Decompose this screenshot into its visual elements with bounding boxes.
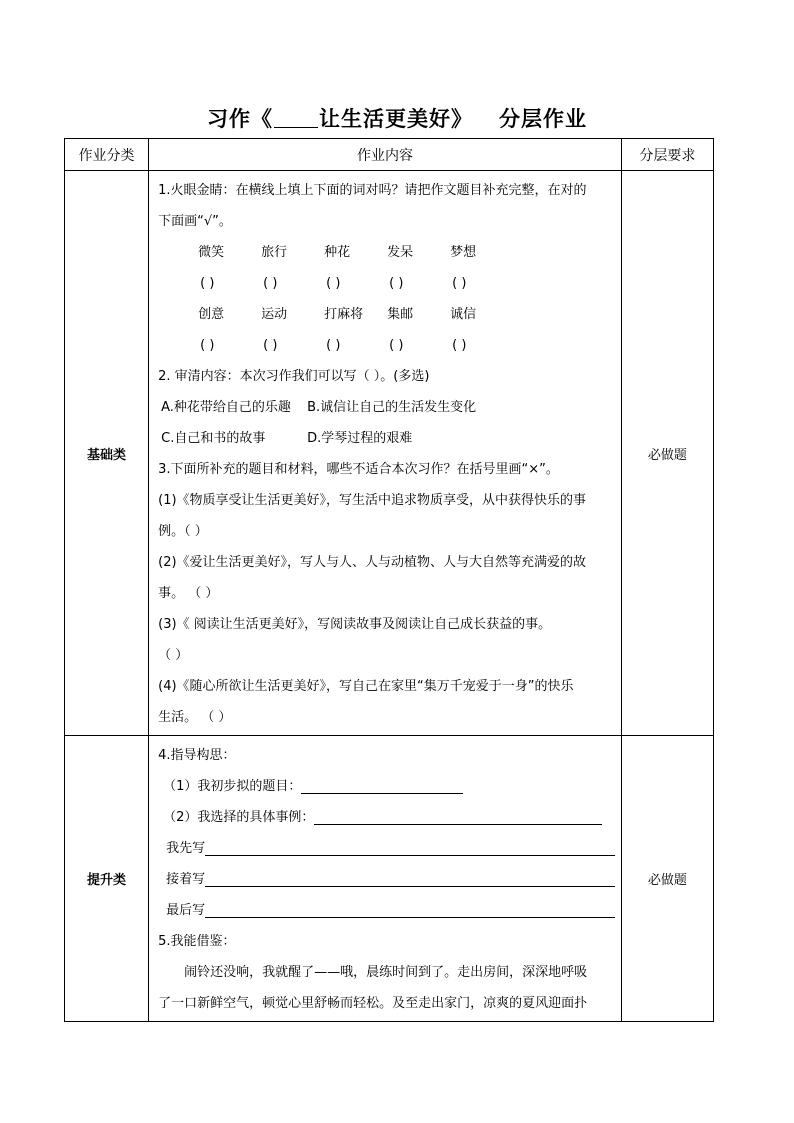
q4-title-line [158,771,615,802]
homework-table [64,138,714,1022]
q3-item-2a: (2)《爱让生活更美好》，写人与人、人与动植物、人与大自然等充满爱的故 [158,555,587,570]
answer-paren[interactable]: ( ) [326,276,341,291]
last-answer-line[interactable] [205,899,615,918]
next-label: 接着写 [166,872,206,887]
answer-paren[interactable]: ( ) [452,276,467,291]
q1-line2: 下面画“√”。 [158,214,232,229]
content-basic [149,171,622,736]
q3-text: 3.下面所补充的题目和材料，哪些不适合本次习作？在括号里画“×”。 [158,462,559,477]
header-requirement: 分层要求 [621,139,713,171]
q3-item-4a: (4)《随心所欲让生活更美好》，写自己在家里“集万千宠爱于一身”的快乐 [158,679,574,694]
word-item: 诚信 [450,307,477,322]
sample-paragraph-line-2: 了一口新鲜空气，顿觉心里舒畅而轻松。及至走出家门，凉爽的夏风迎面扑 [158,996,588,1011]
title-layer: 分层作业 [499,107,587,131]
word-item: 创意 [198,307,225,322]
requirement-basic: 必做题 [621,171,713,736]
word-item: 微笑 [198,245,225,260]
table-header-row [65,139,714,171]
paren-row-2 [158,330,615,361]
word-item: 种花 [324,245,351,260]
title-prefix: 习作《 [207,107,273,131]
sample-paragraph-line-1: 闹铃还没响，我就醒了——哦，晨练时间到了。走出房间，深深地呼吸 [184,965,588,980]
first-label: 我先写 [166,841,206,856]
category-advanced: 提升类 [65,736,149,1022]
word-item: 梦想 [450,245,477,260]
page-title [0,103,794,133]
q3-item-2b: 事。 （ ） [158,586,219,601]
option-c[interactable]: C.自己和书的故事 [161,431,266,446]
category-basic: 基础类 [65,171,149,736]
word-row-1 [158,237,615,268]
answer-paren[interactable]: ( ) [200,276,215,291]
q4-example-line [158,802,615,833]
q3-item-1b: 例。（ ） [158,524,208,539]
answer-paren[interactable]: ( ) [263,338,278,353]
answer-paren[interactable]: ( ) [263,276,278,291]
q3-item-3b: （ ） [158,648,189,663]
first-answer-line[interactable] [205,837,615,856]
option-d[interactable]: D.学琴过程的艰难 [307,431,413,446]
option-a[interactable]: A.种花带给自己的乐趣 [161,400,291,415]
option-b[interactable]: B.诚信让自己的生活发生变化 [307,400,477,415]
word-row-2 [158,299,615,330]
first-line [158,833,615,864]
word-item: 打麻将 [324,307,364,322]
title-blank[interactable] [274,109,318,128]
q5-text: 5.我能借鉴： [158,934,236,949]
q3-item-1a: (1)《物质享受让生活更美好》，写生活中追求物质享受，从中获得快乐的事 [158,493,587,508]
next-answer-line[interactable] [205,868,615,887]
word-item: 集邮 [387,307,414,322]
example-answer-line[interactable] [314,806,602,825]
q4-text: 4.指导构思： [158,748,236,763]
q2-options-row-1 [158,392,615,423]
word-item: 旅行 [261,245,288,260]
q2-options-row-2 [158,423,615,454]
word-item: 发呆 [387,245,414,260]
answer-paren[interactable]: ( ) [200,338,215,353]
q3-item-4b: 生活。 （ ） [158,710,232,725]
word-item: 运动 [261,307,288,322]
q2-text: 2. 审清内容：本次习作我们可以写（ ）。(多选) [158,369,430,384]
q3-item-3a: (3)《 阅读让生活更美好》，写阅读故事及阅读让自己成长获益的事。 [158,617,552,632]
paren-row-1 [158,268,615,299]
next-line [158,864,615,895]
last-line [158,895,615,926]
answer-paren[interactable]: ( ) [389,276,404,291]
header-category: 作业分类 [65,139,149,171]
requirement-advanced: 必做题 [621,736,713,1022]
q1-line1: 1.火眼金睛：在横线上填上下面的词对吗？请把作文题目补充完整，在对的 [158,183,587,198]
q4-2-label: （2）我选择的具体事例： [163,810,315,825]
table-row-basic [65,171,714,736]
answer-paren[interactable]: ( ) [452,338,467,353]
title-answer-line[interactable] [301,775,463,794]
last-label: 最后写 [166,903,206,918]
table-row-advanced [65,736,714,1022]
header-content: 作业内容 [149,139,622,171]
q4-1-label: （1）我初步拟的题目： [163,779,302,794]
content-advanced [149,736,622,1022]
title-suffix: 让生活更美好》 [319,107,473,131]
answer-paren[interactable]: ( ) [389,338,404,353]
answer-paren[interactable]: ( ) [326,338,341,353]
